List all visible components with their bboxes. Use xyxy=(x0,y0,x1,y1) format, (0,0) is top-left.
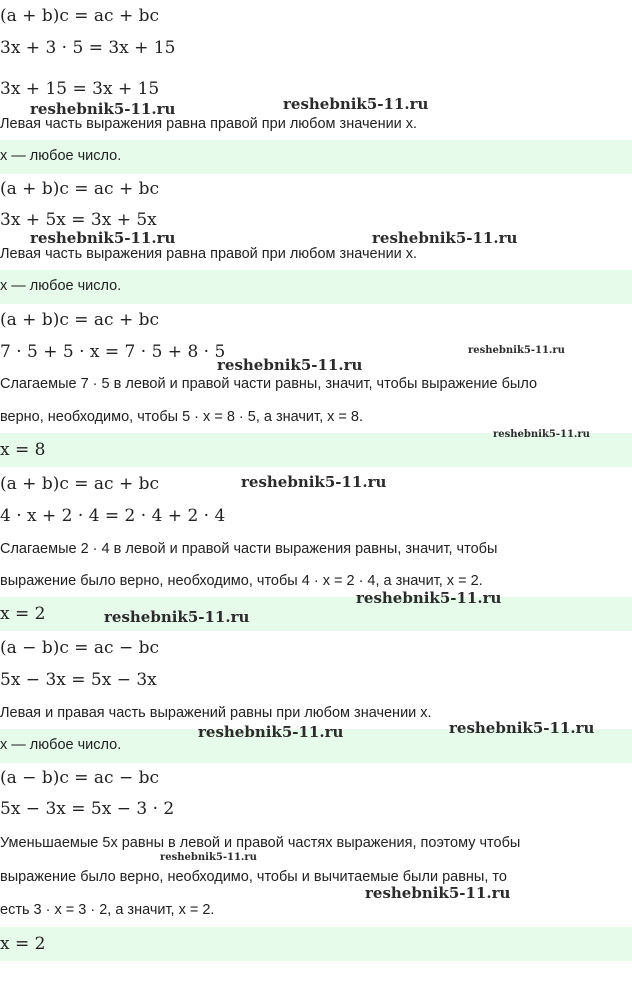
formula: (a − b)c = ac − bc xyxy=(0,638,160,658)
answer: x — любое число. xyxy=(0,148,122,164)
watermark: reshebnik5-11.ru xyxy=(372,229,518,247)
formula: (a − b)c = ac − bc xyxy=(0,768,160,788)
answer: x = 8 xyxy=(0,440,46,460)
watermark: reshebnik5-11.ru xyxy=(104,608,250,626)
equation-step: 3x + 15 = 3x + 15 xyxy=(0,79,160,99)
watermark: reshebnik5-11.ru xyxy=(468,345,565,356)
explanation: Левая часть выражения равна правой при любом значении x. xyxy=(0,246,418,262)
answer: x = 2 xyxy=(0,604,46,624)
watermark: reshebnik5-11.ru xyxy=(283,95,429,113)
watermark: reshebnik5-11.ru xyxy=(30,229,176,247)
formula: (a + b)c = ac + bc xyxy=(0,6,160,26)
watermark: reshebnik5-11.ru xyxy=(365,884,511,902)
equation-step: 5x − 3x = 5x − 3 · 2 xyxy=(0,799,175,819)
explanation: есть 3 · x = 3 · 2, а значит, x = 2. xyxy=(0,902,215,918)
equation-step: 4 · x + 2 · 4 = 2 · 4 + 2 · 4 xyxy=(0,506,226,526)
explanation: Левая часть выражения равна правой при любом значении x. xyxy=(0,116,418,132)
watermark: reshebnik5-11.ru xyxy=(356,589,502,607)
watermark: reshebnik5-11.ru xyxy=(241,473,387,491)
watermark: reshebnik5-11.ru xyxy=(30,100,176,118)
explanation: выражение было верно, необходимо, чтобы и вычитаемые были равны, то xyxy=(0,869,507,885)
explanation: Слагаемые 7 · 5 в левой и правой части равны, значит, чтобы выражение было xyxy=(0,376,538,392)
formula: (a + b)c = ac + bc xyxy=(0,310,160,330)
explanation: верно, необходимо, чтобы 5 · x = 8 · 5, а значит, x = 8. xyxy=(0,409,363,425)
explanation: Уменьшаемые 5x равны в левой и правой частях выражения, поэтому чтобы xyxy=(0,835,521,851)
watermark: reshebnik5-11.ru xyxy=(493,429,590,440)
equation-step: 7 · 5 + 5 · x = 7 · 5 + 8 · 5 xyxy=(0,342,226,362)
watermark: reshebnik5-11.ru xyxy=(160,852,257,863)
answer-band xyxy=(0,927,632,961)
answer: x — любое число. xyxy=(0,737,122,753)
formula: (a + b)c = ac + bc xyxy=(0,179,160,199)
answer: x — любое число. xyxy=(0,278,122,294)
formula: (a + b)c = ac + bc xyxy=(0,474,160,494)
equation-step: 3x + 5x = 3x + 5x xyxy=(0,210,157,230)
watermark: reshebnik5-11.ru xyxy=(198,723,344,741)
answer-band xyxy=(0,597,632,631)
watermark: reshebnik5-11.ru xyxy=(217,356,363,374)
equation-step: 3x + 3 · 5 = 3x + 15 xyxy=(0,38,176,58)
explanation: Слагаемые 2 · 4 в левой и правой части выражения равны, значит, чтобы xyxy=(0,541,498,557)
watermark: reshebnik5-11.ru xyxy=(449,719,595,737)
explanation: Левая и правая часть выражений равны при любом значении x. xyxy=(0,705,432,721)
equation-step: 5x − 3x = 5x − 3x xyxy=(0,670,157,690)
explanation: выражение было верно, необходимо, чтобы 4 · x = 2 · 4, а значит, x = 2. xyxy=(0,573,483,589)
answer: x = 2 xyxy=(0,934,46,954)
